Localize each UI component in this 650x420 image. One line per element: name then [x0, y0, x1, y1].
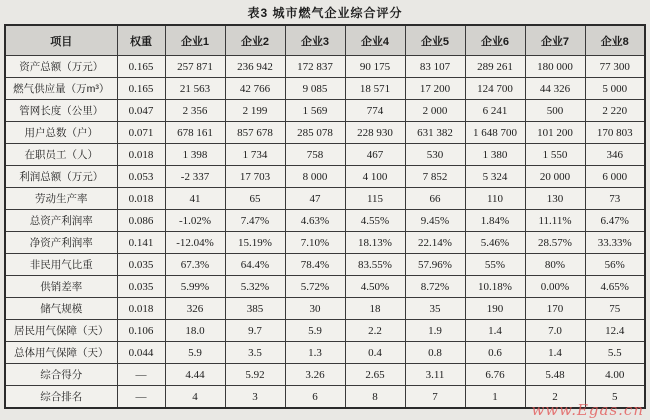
value-cell: 1.3 — [285, 342, 345, 364]
value-cell: 73 — [585, 188, 645, 210]
table-row — [5, 144, 645, 166]
header-cell: 企业1 — [165, 25, 225, 56]
table-row — [5, 122, 645, 144]
value-cell: 4.00 — [585, 364, 645, 386]
value-cell: 5.48 — [525, 364, 585, 386]
table-header-row — [5, 25, 645, 56]
value-cell: 1 380 — [465, 144, 525, 166]
value-cell: 4.55% — [345, 210, 405, 232]
value-cell: 15.19% — [225, 232, 285, 254]
value-cell: 2 220 — [585, 100, 645, 122]
value-cell: 857 678 — [225, 122, 285, 144]
value-cell: 17 200 — [405, 78, 465, 100]
row-label-cell: 在职员工（人） — [5, 144, 117, 166]
value-cell: 172 837 — [285, 56, 345, 78]
header-cell: 权重 — [117, 25, 165, 56]
weight-cell: 0.018 — [117, 298, 165, 320]
weight-cell: 0.165 — [117, 56, 165, 78]
weight-cell: 0.165 — [117, 78, 165, 100]
value-cell: 9.45% — [405, 210, 465, 232]
row-label-cell: 居民用气保障（天） — [5, 320, 117, 342]
value-cell: 101 200 — [525, 122, 585, 144]
value-cell: -1.02% — [165, 210, 225, 232]
value-cell: 2.65 — [345, 364, 405, 386]
table-row — [5, 254, 645, 276]
weight-cell: 0.053 — [117, 166, 165, 188]
table-row — [5, 232, 645, 254]
value-cell: 0.4 — [345, 342, 405, 364]
value-cell: 758 — [285, 144, 345, 166]
value-cell: 57.96% — [405, 254, 465, 276]
value-cell: 228 930 — [345, 122, 405, 144]
header-cell: 企业6 — [465, 25, 525, 56]
row-label-cell: 劳动生产率 — [5, 188, 117, 210]
value-cell: 4.63% — [285, 210, 345, 232]
value-cell: 4.65% — [585, 276, 645, 298]
value-cell: 170 803 — [585, 122, 645, 144]
value-cell: 35 — [405, 298, 465, 320]
value-cell: 5.32% — [225, 276, 285, 298]
value-cell: 20 000 — [525, 166, 585, 188]
value-cell: 631 382 — [405, 122, 465, 144]
value-cell: 5 — [585, 386, 645, 409]
value-cell: 5.9 — [165, 342, 225, 364]
value-cell: 4 100 — [345, 166, 405, 188]
value-cell: 2 199 — [225, 100, 285, 122]
value-cell: 3.5 — [225, 342, 285, 364]
value-cell: 67.3% — [165, 254, 225, 276]
value-cell: 289 261 — [465, 56, 525, 78]
value-cell: 5.72% — [285, 276, 345, 298]
value-cell: 115 — [345, 188, 405, 210]
value-cell: 5 324 — [465, 166, 525, 188]
value-cell: 75 — [585, 298, 645, 320]
value-cell: 80% — [525, 254, 585, 276]
value-cell: 4.44 — [165, 364, 225, 386]
weight-cell: 0.071 — [117, 122, 165, 144]
value-cell: 1 550 — [525, 144, 585, 166]
header-cell: 企业5 — [405, 25, 465, 56]
value-cell: 346 — [585, 144, 645, 166]
value-cell: 9 085 — [285, 78, 345, 100]
header-cell: 企业7 — [525, 25, 585, 56]
value-cell: 78.4% — [285, 254, 345, 276]
header-cell: 企业8 — [585, 25, 645, 56]
value-cell: 7 — [405, 386, 465, 409]
value-cell: 33.33% — [585, 232, 645, 254]
value-cell: 1 648 700 — [465, 122, 525, 144]
weight-cell: 0.047 — [117, 100, 165, 122]
value-cell: 1 734 — [225, 144, 285, 166]
value-cell: 18 — [345, 298, 405, 320]
row-label-cell: 管网长度（公里） — [5, 100, 117, 122]
weight-cell: 0.018 — [117, 144, 165, 166]
table-body — [5, 56, 645, 409]
value-cell: 64.4% — [225, 254, 285, 276]
value-cell: 42 766 — [225, 78, 285, 100]
header-cell: 企业2 — [225, 25, 285, 56]
value-cell: 4.50% — [345, 276, 405, 298]
value-cell: 285 078 — [285, 122, 345, 144]
table-row — [5, 56, 645, 78]
value-cell: -2 337 — [165, 166, 225, 188]
value-cell: 11.11% — [525, 210, 585, 232]
value-cell: 5.92 — [225, 364, 285, 386]
value-cell: 3 — [225, 386, 285, 409]
value-cell: 6 241 — [465, 100, 525, 122]
value-cell: 130 — [525, 188, 585, 210]
value-cell: 2.2 — [345, 320, 405, 342]
value-cell: 3.11 — [405, 364, 465, 386]
row-label-cell: 综合得分 — [5, 364, 117, 386]
value-cell: 10.18% — [465, 276, 525, 298]
value-cell: 9.7 — [225, 320, 285, 342]
value-cell: 8.72% — [405, 276, 465, 298]
value-cell: 1.84% — [465, 210, 525, 232]
weight-cell: 0.106 — [117, 320, 165, 342]
value-cell: 28.57% — [525, 232, 585, 254]
table-row — [5, 78, 645, 100]
value-cell: 83 107 — [405, 56, 465, 78]
row-label-cell: 综合排名 — [5, 386, 117, 409]
value-cell: 44 326 — [525, 78, 585, 100]
value-cell: 4 — [165, 386, 225, 409]
value-cell: 774 — [345, 100, 405, 122]
value-cell: 55% — [465, 254, 525, 276]
value-cell: 77 300 — [585, 56, 645, 78]
value-cell: 90 175 — [345, 56, 405, 78]
value-cell: 3.26 — [285, 364, 345, 386]
value-cell: 6.47% — [585, 210, 645, 232]
value-cell: 2 — [525, 386, 585, 409]
value-cell: 170 — [525, 298, 585, 320]
site-watermark: www.Egas.cn — [531, 401, 644, 419]
value-cell: 1.4 — [465, 320, 525, 342]
table-row — [5, 276, 645, 298]
value-cell: 6 000 — [585, 166, 645, 188]
value-cell: 7.0 — [525, 320, 585, 342]
value-cell: 0.8 — [405, 342, 465, 364]
row-label-cell: 燃气供应量（万m³） — [5, 78, 117, 100]
value-cell: 2 356 — [165, 100, 225, 122]
value-cell: 56% — [585, 254, 645, 276]
header-cell: 企业4 — [345, 25, 405, 56]
value-cell: 17 703 — [225, 166, 285, 188]
value-cell: 236 942 — [225, 56, 285, 78]
table-row — [5, 166, 645, 188]
row-label-cell: 净资产利润率 — [5, 232, 117, 254]
table-row — [5, 364, 645, 386]
weight-cell: 0.141 — [117, 232, 165, 254]
value-cell: 530 — [405, 144, 465, 166]
value-cell: 8 — [345, 386, 405, 409]
value-cell: 190 — [465, 298, 525, 320]
value-cell: 1.4 — [525, 342, 585, 364]
table-row — [5, 100, 645, 122]
value-cell: 30 — [285, 298, 345, 320]
value-cell: 110 — [465, 188, 525, 210]
value-cell: 678 161 — [165, 122, 225, 144]
weight-cell: — — [117, 364, 165, 386]
value-cell: 5 000 — [585, 78, 645, 100]
row-label-cell: 供销差率 — [5, 276, 117, 298]
table-row — [5, 320, 645, 342]
row-label-cell: 储气规模 — [5, 298, 117, 320]
value-cell: 326 — [165, 298, 225, 320]
value-cell: 47 — [285, 188, 345, 210]
value-cell: 7.47% — [225, 210, 285, 232]
header-cell: 项目 — [5, 25, 117, 56]
header-cell: 企业3 — [285, 25, 345, 56]
value-cell: 5.99% — [165, 276, 225, 298]
value-cell: 18.13% — [345, 232, 405, 254]
table-row — [5, 298, 645, 320]
value-cell: 0.6 — [465, 342, 525, 364]
weight-cell: 0.086 — [117, 210, 165, 232]
table-row — [5, 386, 645, 409]
table-header — [5, 25, 645, 56]
value-cell: 2 000 — [405, 100, 465, 122]
value-cell: 5.9 — [285, 320, 345, 342]
value-cell: 1 — [465, 386, 525, 409]
row-label-cell: 总体用气保障（天） — [5, 342, 117, 364]
weight-cell: 0.044 — [117, 342, 165, 364]
weight-cell: — — [117, 386, 165, 409]
value-cell: 500 — [525, 100, 585, 122]
row-label-cell: 资产总额（万元） — [5, 56, 117, 78]
value-cell: 257 871 — [165, 56, 225, 78]
row-label-cell: 利润总额（万元） — [5, 166, 117, 188]
value-cell: 124 700 — [465, 78, 525, 100]
table-row — [5, 210, 645, 232]
gas-enterprise-score-table — [4, 24, 646, 409]
value-cell: 0.00% — [525, 276, 585, 298]
weight-cell: 0.035 — [117, 276, 165, 298]
row-label-cell: 非民用气比重 — [5, 254, 117, 276]
table-row — [5, 188, 645, 210]
value-cell: 1 398 — [165, 144, 225, 166]
value-cell: -12.04% — [165, 232, 225, 254]
value-cell: 6.76 — [465, 364, 525, 386]
weight-cell: 0.018 — [117, 188, 165, 210]
value-cell: 18 571 — [345, 78, 405, 100]
row-label-cell: 总资产利润率 — [5, 210, 117, 232]
value-cell: 6 — [285, 386, 345, 409]
value-cell: 65 — [225, 188, 285, 210]
value-cell: 22.14% — [405, 232, 465, 254]
weight-cell: 0.035 — [117, 254, 165, 276]
value-cell: 7.10% — [285, 232, 345, 254]
table-title: 表3 城市燃气企业综合评分 — [247, 6, 403, 20]
value-cell: 385 — [225, 298, 285, 320]
value-cell: 83.55% — [345, 254, 405, 276]
value-cell: 180 000 — [525, 56, 585, 78]
value-cell: 1 569 — [285, 100, 345, 122]
value-cell: 41 — [165, 188, 225, 210]
value-cell: 18.0 — [165, 320, 225, 342]
value-cell: 1.9 — [405, 320, 465, 342]
value-cell: 21 563 — [165, 78, 225, 100]
value-cell: 7 852 — [405, 166, 465, 188]
value-cell: 467 — [345, 144, 405, 166]
table-row — [5, 342, 645, 364]
value-cell: 5.46% — [465, 232, 525, 254]
value-cell: 12.4 — [585, 320, 645, 342]
value-cell: 8 000 — [285, 166, 345, 188]
value-cell: 5.5 — [585, 342, 645, 364]
value-cell: 66 — [405, 188, 465, 210]
row-label-cell: 用户总数（户） — [5, 122, 117, 144]
